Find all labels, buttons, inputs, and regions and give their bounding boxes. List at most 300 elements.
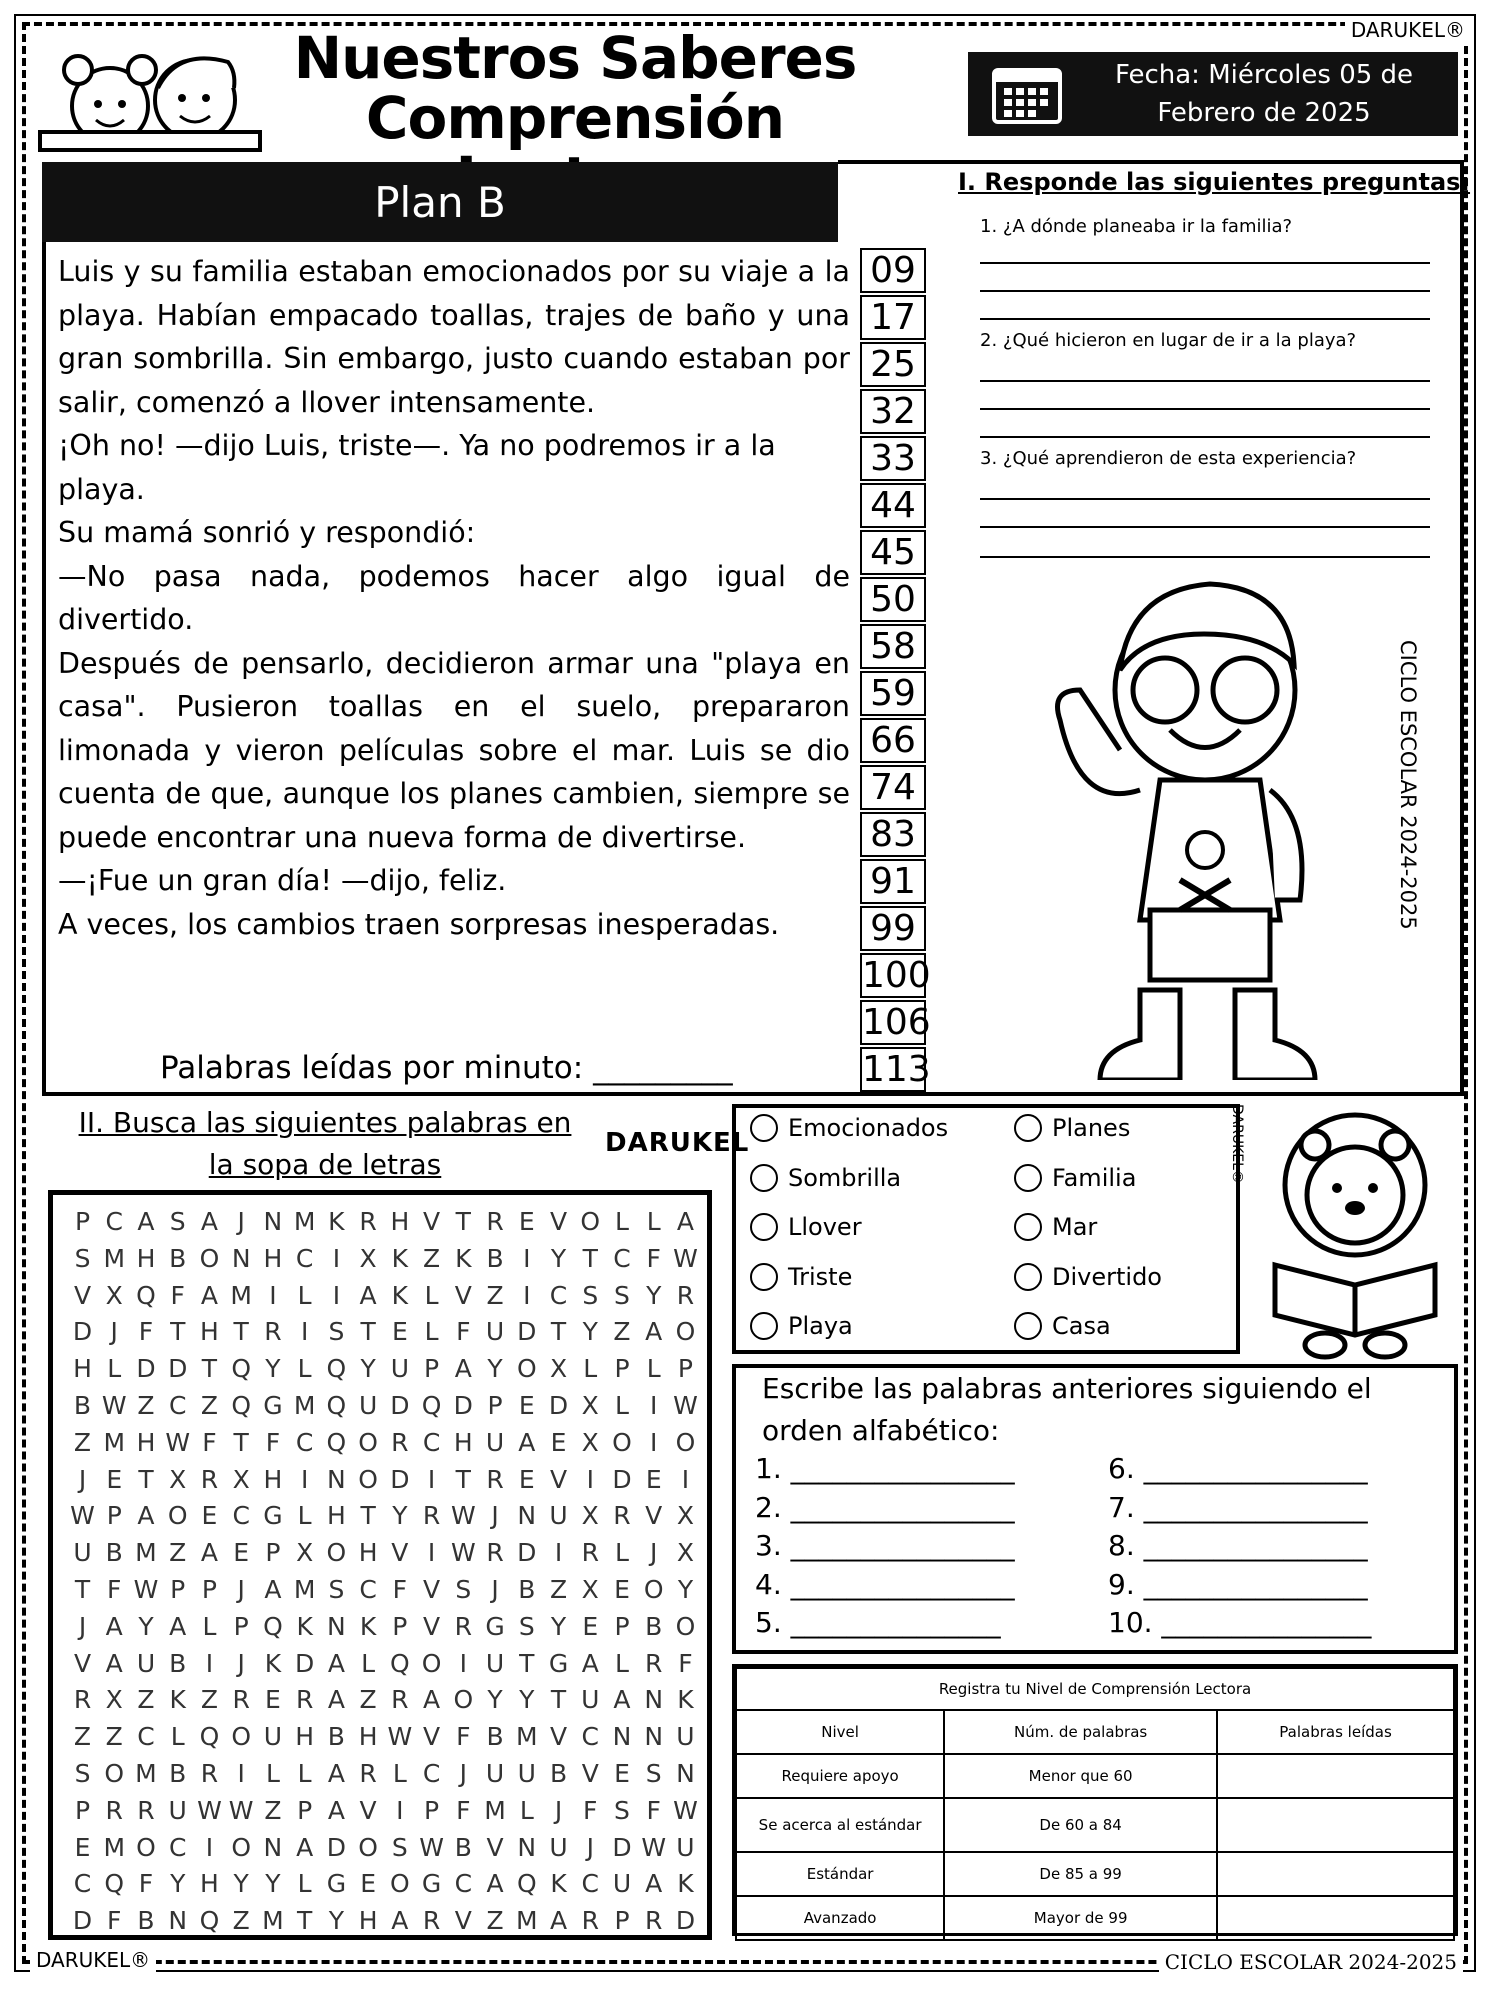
grid-letter[interactable]: A	[296, 1832, 314, 1862]
grid-letter[interactable]: L	[424, 1317, 439, 1347]
grid-letter[interactable]: Z	[613, 1317, 631, 1347]
grid-letter[interactable]: N	[517, 1501, 537, 1531]
grid-letter[interactable]: O	[231, 1722, 252, 1752]
word-list-item[interactable]	[1014, 1263, 1162, 1291]
grid-letter[interactable]: Y	[487, 1685, 503, 1715]
grid-letter[interactable]: N	[676, 1758, 695, 1788]
grid-letter[interactable]: O	[675, 1427, 696, 1457]
grid-letter[interactable]: F	[456, 1317, 471, 1347]
grid-letter[interactable]: A	[454, 1354, 472, 1384]
alphabetical-line[interactable]: 10. _______________	[1108, 1606, 1372, 1639]
grid-letter[interactable]: X	[676, 1538, 695, 1568]
grid-letter[interactable]: S	[328, 1574, 345, 1604]
grid-letter[interactable]: W	[673, 1795, 698, 1825]
grid-letter[interactable]: I	[523, 1243, 531, 1273]
grid-letter[interactable]: B	[486, 1243, 504, 1273]
grid-letter[interactable]: D	[136, 1354, 156, 1384]
grid-letter[interactable]: R	[613, 1501, 631, 1531]
checkbox-circle-icon[interactable]	[750, 1164, 778, 1192]
grid-letter[interactable]: S	[518, 1611, 535, 1641]
grid-letter[interactable]: N	[263, 1207, 283, 1236]
grid-letter[interactable]: G	[485, 1611, 505, 1641]
grid-letter[interactable]: D	[517, 1538, 537, 1568]
grid-letter[interactable]: W	[70, 1501, 95, 1531]
grid-letter[interactable]: P	[424, 1795, 440, 1825]
grid-letter[interactable]: I	[396, 1795, 404, 1825]
grid-letter[interactable]: Q	[104, 1869, 125, 1899]
alphabetical-line[interactable]: 6. ________________	[1108, 1452, 1368, 1485]
grid-letter[interactable]: O	[453, 1685, 474, 1715]
grid-letter[interactable]: M	[103, 1243, 126, 1273]
grid-letter[interactable]: E	[614, 1574, 630, 1604]
grid-letter[interactable]: G	[548, 1648, 569, 1678]
grid-letter[interactable]: X	[359, 1243, 377, 1273]
checkbox-circle-icon[interactable]	[1014, 1114, 1042, 1142]
grid-letter[interactable]: R	[581, 1538, 599, 1568]
grid-letter[interactable]: Z	[549, 1574, 568, 1604]
grid-letter[interactable]: Y	[360, 1354, 376, 1384]
word-list-item[interactable]	[1014, 1213, 1097, 1241]
grid-letter[interactable]: E	[265, 1685, 281, 1715]
grid-letter[interactable]: L	[615, 1390, 629, 1420]
grid-letter[interactable]: X	[549, 1354, 568, 1384]
grid-letter[interactable]: W	[450, 1501, 476, 1531]
grid-letter[interactable]: F	[456, 1795, 471, 1825]
grid-letter[interactable]: A	[137, 1501, 155, 1531]
grid-letter[interactable]: Y	[265, 1869, 281, 1899]
grid-letter[interactable]: W	[228, 1795, 254, 1825]
grid-letter[interactable]: N	[168, 1906, 188, 1936]
grid-letter[interactable]: B	[169, 1243, 187, 1273]
grid-letter[interactable]: Q	[326, 1354, 347, 1384]
grid-letter[interactable]: O	[358, 1464, 378, 1494]
grid-letter[interactable]: H	[136, 1243, 156, 1273]
grid-letter[interactable]: S	[391, 1832, 408, 1862]
grid-letter[interactable]: C	[137, 1722, 155, 1752]
grid-letter[interactable]: J	[491, 1501, 499, 1531]
grid-letter[interactable]: M	[484, 1795, 506, 1825]
grid-letter[interactable]: U	[549, 1832, 568, 1862]
grid-letter[interactable]: C	[549, 1280, 568, 1310]
grid-letter[interactable]: L	[392, 1758, 407, 1788]
alphabetical-line[interactable]: 8. ________________	[1108, 1529, 1368, 1562]
grid-letter[interactable]: D	[295, 1648, 315, 1678]
alphabetical-line[interactable]: 3. ________________	[755, 1529, 1015, 1562]
grid-letter[interactable]: W	[673, 1390, 698, 1420]
grid-letter[interactable]: C	[232, 1501, 250, 1531]
grid-letter[interactable]: I	[205, 1648, 214, 1678]
grid-letter[interactable]: C	[454, 1869, 473, 1899]
grid-letter[interactable]: T	[74, 1574, 91, 1604]
grid-letter[interactable]: R	[359, 1758, 377, 1788]
grid-letter[interactable]: B	[137, 1906, 155, 1936]
grid-letter[interactable]: F	[456, 1722, 471, 1752]
grid-letter[interactable]: I	[300, 1317, 309, 1347]
alphabetical-line[interactable]: 4. ________________	[755, 1567, 1015, 1601]
grid-letter[interactable]: J	[110, 1317, 118, 1347]
grid-letter[interactable]: B	[454, 1832, 472, 1862]
grid-letter[interactable]: D	[517, 1317, 537, 1347]
grid-letter[interactable]: E	[582, 1611, 599, 1641]
checkbox-circle-icon[interactable]	[1014, 1213, 1042, 1241]
grid-letter[interactable]: T	[360, 1317, 376, 1347]
grid-letter[interactable]: Z	[105, 1722, 123, 1752]
grid-letter[interactable]: S	[582, 1280, 599, 1310]
grid-letter[interactable]: L	[297, 1869, 312, 1899]
grid-letter[interactable]: N	[263, 1832, 283, 1862]
grid-letter[interactable]: V	[454, 1280, 472, 1310]
grid-letter[interactable]: Q	[136, 1280, 156, 1310]
word-list-item[interactable]	[750, 1312, 853, 1340]
grid-letter[interactable]: P	[170, 1574, 186, 1604]
grid-letter[interactable]: O	[199, 1243, 220, 1273]
grid-letter[interactable]: Z	[423, 1243, 441, 1273]
grid-letter[interactable]: D	[612, 1464, 632, 1494]
grid-letter[interactable]: V	[423, 1611, 441, 1641]
register-input-cell[interactable]	[1217, 1798, 1454, 1852]
grid-letter[interactable]: C	[168, 1832, 187, 1862]
grid-letter[interactable]: M	[262, 1906, 284, 1936]
grid-letter[interactable]: O	[390, 1869, 410, 1899]
grid-letter[interactable]: N	[644, 1685, 664, 1715]
grid-letter[interactable]: K	[455, 1243, 472, 1273]
grid-letter[interactable]: U	[358, 1390, 378, 1420]
grid-letter[interactable]: Y	[392, 1501, 408, 1531]
grid-letter[interactable]: P	[614, 1906, 630, 1936]
grid-letter[interactable]: O	[421, 1648, 442, 1678]
grid-letter[interactable]: R	[359, 1207, 377, 1236]
grid-letter[interactable]: V	[423, 1722, 441, 1752]
grid-letter[interactable]: B	[486, 1722, 504, 1752]
grid-letter[interactable]: V	[549, 1464, 568, 1494]
grid-letter[interactable]: I	[427, 1538, 436, 1568]
grid-letter[interactable]: R	[486, 1538, 504, 1568]
grid-letter[interactable]: V	[359, 1795, 377, 1825]
grid-letter[interactable]: A	[169, 1611, 187, 1641]
grid-letter[interactable]: L	[615, 1538, 629, 1568]
grid-letter[interactable]: H	[358, 1906, 378, 1936]
grid-letter[interactable]: Q	[326, 1427, 347, 1457]
grid-letter[interactable]: W	[165, 1427, 191, 1457]
grid-letter[interactable]: Z	[486, 1906, 504, 1936]
grid-letter[interactable]: A	[200, 1207, 218, 1236]
grid-letter[interactable]: Z	[200, 1685, 218, 1715]
grid-letter[interactable]: A	[359, 1280, 377, 1310]
grid-letter[interactable]: T	[455, 1464, 471, 1494]
grid-letter[interactable]: A	[327, 1795, 345, 1825]
grid-letter[interactable]: R	[645, 1906, 663, 1936]
grid-letter[interactable]: R	[200, 1758, 219, 1788]
grid-letter[interactable]: U	[581, 1685, 600, 1715]
grid-letter[interactable]: P	[265, 1538, 281, 1568]
grid-letter[interactable]: Q	[199, 1906, 220, 1936]
grid-letter[interactable]: U	[485, 1758, 505, 1788]
grid-letter[interactable]: Z	[137, 1685, 155, 1715]
grid-letter[interactable]: T	[233, 1427, 249, 1457]
grid-letter[interactable]: S	[455, 1574, 472, 1604]
grid-letter[interactable]: H	[263, 1243, 283, 1273]
checkbox-circle-icon[interactable]	[750, 1263, 778, 1291]
grid-letter[interactable]: P	[487, 1390, 503, 1420]
grid-letter[interactable]: E	[614, 1758, 630, 1788]
grid-letter[interactable]: M	[103, 1427, 126, 1457]
grid-letter[interactable]: A	[423, 1685, 441, 1715]
word-list-item[interactable]	[1014, 1312, 1111, 1340]
grid-letter[interactable]: U	[676, 1832, 695, 1862]
grid-letter[interactable]: Z	[486, 1280, 504, 1310]
grid-letter[interactable]: L	[170, 1722, 185, 1752]
grid-letter[interactable]: C	[168, 1390, 187, 1420]
grid-letter[interactable]: W	[133, 1574, 159, 1604]
grid-letter[interactable]: R	[391, 1427, 409, 1457]
word-list-item[interactable]	[1014, 1114, 1130, 1142]
grid-letter[interactable]: J	[650, 1538, 658, 1568]
grid-letter[interactable]: S	[614, 1280, 630, 1310]
grid-letter[interactable]: T	[360, 1501, 376, 1531]
grid-letter[interactable]: E	[391, 1317, 408, 1347]
grid-letter[interactable]: G	[263, 1390, 283, 1420]
grid-letter[interactable]: G	[326, 1869, 347, 1899]
grid-letter[interactable]: T	[455, 1207, 471, 1236]
grid-letter[interactable]: A	[676, 1207, 694, 1236]
grid-letter[interactable]: V	[581, 1758, 599, 1788]
grid-letter[interactable]: L	[297, 1280, 312, 1310]
grid-letter[interactable]: P	[233, 1611, 249, 1641]
grid-letter[interactable]: K	[296, 1611, 313, 1641]
grid-letter[interactable]: F	[170, 1280, 185, 1310]
grid-letter[interactable]: A	[327, 1648, 345, 1678]
grid-letter[interactable]: D	[390, 1464, 410, 1494]
grid-letter[interactable]: X	[581, 1427, 599, 1457]
register-input-cell[interactable]	[1217, 1852, 1454, 1896]
grid-letter[interactable]: R	[105, 1795, 123, 1825]
grid-letter[interactable]: M	[230, 1280, 252, 1310]
grid-letter[interactable]: I	[523, 1280, 531, 1310]
grid-letter[interactable]: R	[200, 1464, 219, 1494]
register-input-cell[interactable]	[1217, 1754, 1454, 1798]
grid-letter[interactable]: N	[231, 1243, 251, 1273]
grid-letter[interactable]: Q	[231, 1354, 252, 1384]
grid-letter[interactable]: E	[518, 1390, 535, 1420]
grid-letter[interactable]: K	[391, 1280, 409, 1310]
grid-letter[interactable]: C	[105, 1207, 123, 1236]
grid-letter[interactable]: L	[615, 1648, 629, 1678]
grid-letter[interactable]: E	[550, 1427, 567, 1457]
grid-letter[interactable]: A	[645, 1869, 663, 1899]
grid-letter[interactable]: P	[424, 1354, 440, 1384]
grid-letter[interactable]: L	[202, 1611, 217, 1641]
answer-line[interactable]	[980, 408, 1430, 410]
grid-letter[interactable]: R	[73, 1685, 92, 1715]
grid-letter[interactable]: B	[645, 1611, 663, 1641]
grid-letter[interactable]: J	[459, 1758, 467, 1788]
grid-letter[interactable]: Y	[328, 1906, 345, 1936]
grid-letter[interactable]: C	[295, 1243, 314, 1273]
grid-letter[interactable]: T	[519, 1648, 535, 1678]
grid-letter[interactable]: W	[673, 1243, 698, 1273]
grid-letter[interactable]: L	[583, 1354, 598, 1384]
grid-letter[interactable]: O	[167, 1501, 188, 1531]
grid-letter[interactable]: C	[581, 1869, 599, 1899]
grid-letter[interactable]: Y	[677, 1574, 694, 1604]
grid-letter[interactable]: Q	[263, 1611, 283, 1641]
grid-letter[interactable]: B	[518, 1574, 536, 1604]
grid-letter[interactable]: S	[645, 1758, 662, 1788]
grid-letter[interactable]: E	[518, 1207, 535, 1236]
grid-letter[interactable]: E	[645, 1464, 662, 1494]
grid-letter[interactable]: V	[73, 1280, 92, 1310]
grid-letter[interactable]: N	[644, 1722, 664, 1752]
grid-letter[interactable]: O	[358, 1832, 378, 1862]
grid-letter[interactable]: A	[549, 1906, 568, 1936]
grid-letter[interactable]: M	[515, 1722, 538, 1752]
grid-letter[interactable]: M	[293, 1390, 316, 1420]
grid-letter[interactable]: Z	[73, 1427, 92, 1457]
grid-letter[interactable]: R	[295, 1685, 314, 1715]
grid-letter[interactable]: E	[201, 1501, 218, 1531]
grid-letter[interactable]: X	[676, 1501, 695, 1531]
register-input-cell[interactable]	[1217, 1896, 1454, 1940]
grid-letter[interactable]: C	[422, 1758, 441, 1788]
grid-letter[interactable]: U	[549, 1501, 568, 1531]
grid-letter[interactable]: A	[327, 1685, 345, 1715]
grid-letter[interactable]: T	[550, 1317, 567, 1347]
grid-letter[interactable]: B	[169, 1758, 187, 1788]
grid-letter[interactable]: D	[675, 1906, 696, 1936]
grid-letter[interactable]: Y	[550, 1243, 567, 1273]
grid-letter[interactable]: P	[392, 1611, 408, 1641]
grid-letter[interactable]: F	[265, 1427, 281, 1457]
grid-letter[interactable]: R	[422, 1906, 441, 1936]
grid-letter[interactable]: H	[136, 1427, 156, 1457]
grid-letter[interactable]: E	[233, 1538, 250, 1568]
grid-letter[interactable]: Y	[550, 1611, 567, 1641]
grid-letter[interactable]: A	[327, 1758, 345, 1788]
grid-letter[interactable]: Z	[137, 1390, 155, 1420]
grid-letter[interactable]: R	[137, 1795, 155, 1825]
grid-letter[interactable]: G	[263, 1501, 283, 1531]
grid-letter[interactable]: I	[459, 1648, 467, 1678]
grid-letter[interactable]: Z	[73, 1722, 92, 1752]
grid-letter[interactable]: T	[297, 1906, 313, 1936]
grid-letter[interactable]: J	[237, 1574, 245, 1604]
grid-letter[interactable]: F	[107, 1574, 122, 1604]
grid-letter[interactable]: O	[580, 1207, 601, 1236]
grid-letter[interactable]: W	[387, 1722, 413, 1752]
grid-letter[interactable]: J	[78, 1464, 87, 1494]
grid-letter[interactable]: Q	[231, 1390, 252, 1420]
grid-letter[interactable]: F	[202, 1427, 217, 1457]
grid-letter[interactable]: K	[359, 1611, 377, 1641]
grid-letter[interactable]: S	[614, 1795, 630, 1825]
grid-letter[interactable]: J	[554, 1795, 563, 1825]
grid-letter[interactable]: P	[201, 1574, 217, 1604]
grid-letter[interactable]: Y	[233, 1869, 249, 1899]
grid-letter[interactable]: A	[105, 1611, 123, 1641]
grid-letter[interactable]: L	[646, 1207, 661, 1236]
grid-letter[interactable]: H	[295, 1722, 315, 1752]
checkbox-circle-icon[interactable]	[1014, 1312, 1042, 1340]
grid-letter[interactable]: H	[358, 1538, 378, 1568]
grid-letter[interactable]: F	[646, 1243, 661, 1273]
grid-letter[interactable]: U	[73, 1538, 92, 1568]
grid-letter[interactable]: U	[136, 1648, 156, 1678]
grid-letter[interactable]: R	[486, 1464, 504, 1494]
grid-letter[interactable]: W	[450, 1538, 476, 1568]
grid-letter[interactable]: M	[135, 1758, 157, 1788]
grid-letter[interactable]: A	[645, 1317, 663, 1347]
grid-letter[interactable]: U	[485, 1427, 505, 1457]
grid-letter[interactable]: V	[486, 1832, 504, 1862]
grid-letter[interactable]: A	[105, 1648, 123, 1678]
grid-letter[interactable]: S	[74, 1758, 91, 1788]
grid-letter[interactable]: P	[297, 1795, 313, 1825]
grid-letter[interactable]: O	[326, 1538, 347, 1568]
grid-letter[interactable]: R	[454, 1611, 472, 1641]
grid-letter[interactable]: I	[681, 1464, 690, 1494]
grid-letter[interactable]: O	[104, 1758, 125, 1788]
grid-letter[interactable]: O	[675, 1611, 696, 1641]
grid-letter[interactable]: S	[169, 1207, 186, 1236]
grid-letter[interactable]: O	[675, 1317, 696, 1347]
grid-letter[interactable]: H	[390, 1207, 410, 1236]
grid-letter[interactable]: J	[491, 1574, 499, 1604]
grid-letter[interactable]: W	[197, 1795, 222, 1825]
grid-letter[interactable]: V	[549, 1722, 568, 1752]
grid-letter[interactable]: Q	[199, 1722, 220, 1752]
grid-letter[interactable]: L	[265, 1758, 280, 1788]
grid-letter[interactable]: Z	[232, 1906, 250, 1936]
grid-letter[interactable]: O	[516, 1354, 537, 1384]
grid-letter[interactable]: K	[677, 1869, 694, 1899]
grid-letter[interactable]: X	[169, 1464, 187, 1494]
grid-letter[interactable]: F	[138, 1869, 154, 1899]
grid-letter[interactable]: D	[390, 1390, 410, 1420]
grid-letter[interactable]: N	[327, 1611, 346, 1641]
grid-letter[interactable]: C	[73, 1869, 92, 1899]
grid-letter[interactable]: L	[297, 1758, 312, 1788]
grid-letter[interactable]: H	[453, 1427, 473, 1457]
grid-letter[interactable]: G	[421, 1869, 442, 1899]
checkbox-circle-icon[interactable]	[750, 1213, 778, 1241]
grid-letter[interactable]: Y	[519, 1685, 535, 1715]
grid-letter[interactable]: L	[297, 1354, 312, 1384]
grid-letter[interactable]: X	[581, 1574, 599, 1604]
grid-letter[interactable]: S	[328, 1317, 345, 1347]
grid-letter[interactable]: J	[237, 1207, 245, 1236]
grid-letter[interactable]: Y	[487, 1354, 503, 1384]
grid-letter[interactable]: H	[73, 1354, 92, 1384]
grid-letter[interactable]: M	[293, 1574, 316, 1604]
grid-letter[interactable]: H	[200, 1317, 219, 1347]
grid-letter[interactable]: H	[326, 1501, 346, 1531]
grid-letter[interactable]: K	[264, 1648, 282, 1678]
grid-letter[interactable]: Z	[200, 1390, 218, 1420]
grid-letter[interactable]: C	[422, 1427, 441, 1457]
grid-letter[interactable]: J	[237, 1648, 245, 1678]
grid-letter[interactable]: R	[676, 1280, 695, 1310]
grid-letter[interactable]: M	[293, 1207, 316, 1236]
answer-line[interactable]	[980, 290, 1430, 292]
grid-letter[interactable]: A	[200, 1538, 218, 1568]
grid-letter[interactable]: Y	[646, 1280, 662, 1310]
answer-line[interactable]	[980, 380, 1430, 382]
grid-letter[interactable]: M	[103, 1832, 126, 1862]
grid-letter[interactable]: L	[361, 1648, 376, 1678]
grid-letter[interactable]: I	[427, 1464, 436, 1494]
grid-letter[interactable]: R	[645, 1648, 663, 1678]
grid-letter[interactable]: D	[453, 1390, 473, 1420]
